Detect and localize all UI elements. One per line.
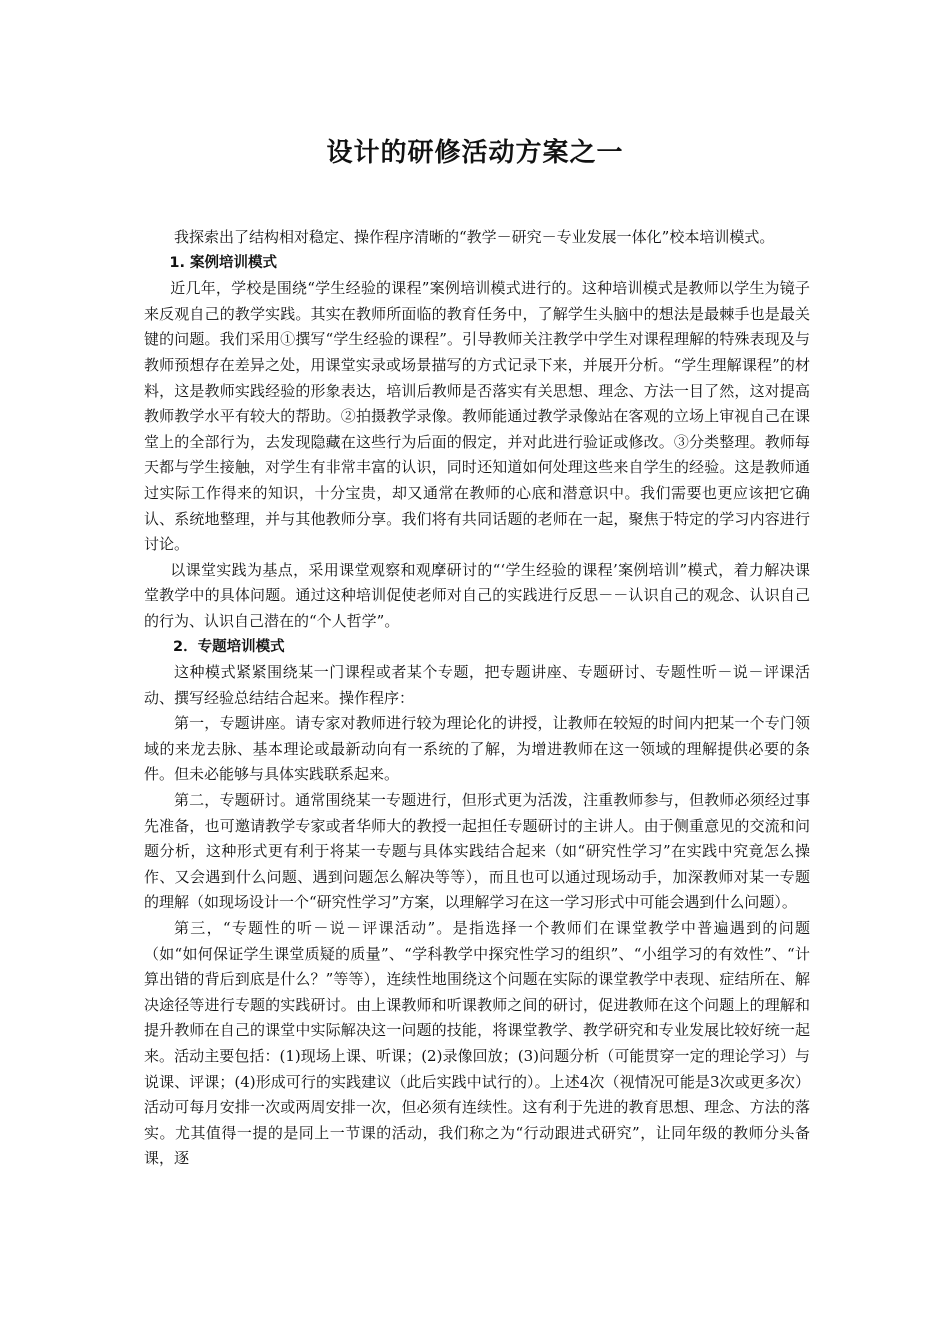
- paragraph-classroom-practice: 以课堂实践为基点，采用课堂观察和观摩研讨的“‘学生经验的课程’案例培训”模式，着力解决课堂教学中的具体问题。通过这种培训促使老师对自己的实践进行反思－－认识自己的观念、认识自己的行为、认识自己潜在的“个人哲学”。: [144, 560, 810, 630]
- paragraph-step-2: 第二，专题研讨。通常围绕某一专题进行，但形式更为活泼，注重教师参与，但教师必须经过事先准备，也可邀请教学专家或者华师大的教授一起担任专题研讨的主讲人。由于侧重意见的交流和问题分析，这种形式更有利于将某一专题与具体实践结合起来（如“研究性学习”在实践中究竟怎么操作、又会遇到什么问题、遇到问题怎么解决等等），而且也可以通过现场动手，加深教师对某一专题的理解（如现场设计一个“研究性学习”方案，以理解学习在这一学习形式中可能会遇到什么问题）。: [144, 791, 810, 912]
- section-heading-2: 2．专题培训模式: [173, 638, 285, 655]
- paragraph-step-1: 第一，专题讲座。请专家对教师进行较为理论化的讲授，让教师在较短的时间内把某一个专门领域的来龙去脉、基本理论或最新动向有一系统的了解，为增进教师在这一领域的理解提供必要的条件。但未必能够与具体实践联系起来。: [144, 714, 810, 784]
- paragraph-case-training: 近几年，学校是围绕“学生经验的课程”案例培训模式进行的。这种培训模式是教师以学生为镜子来反观自己的教学实践。其实在教师所面临的教育任务中，了解学生头脑中的想法是最棘手也是最关键的问题。我们采用①撰写“学生经验的课程”。引导教师关注教学中学生对课程理解的特殊表现及与教师预想存在差异之处，用课堂实录或场景描写的方式记录下来，并展开分析。“学生理解课程”的材料，这是教师实践经验的形象表达，培训后教师是否落实有关思想、理念、方法一目了然，这对提高教师教学水平有较大的帮助。②拍摄教学录像。教师能通过教学录像站在客观的立场上审视自己在课堂上的全部行为，去发现隐藏在这些行为后面的假定，并对此进行验证或修改。③分类整理。教师每天都与学生接触，对学生有非常丰富的认识，同时还知道如何处理这些来自学生的经验。这是教师通过实际工作得来的知识，十分宝贵，却又通常在教师的心底和潜意识中。我们需要也更应该把它确认、系统地整理，并与其他教师分享。我们将有共同话题的老师在一起，聚焦于特定的学习内容进行讨论。: [144, 279, 810, 554]
- intro-paragraph: 我探索出了结构相对稳定、操作程序清晰的“教学－研究－专业发展一体化”校本培训模式。: [174, 228, 775, 246]
- section-heading-1: 1. 案例培训模式: [169, 254, 278, 271]
- document-title: 设计的研修活动方案之一: [326, 138, 624, 168]
- document-body: [144, 225, 810, 1172]
- paragraph-step-3: 第三，“专题性的听－说－评课活动”。是指选择一个教师们在课堂教学中普遍遇到的问题（如“如何保证学生课堂质疑的质量”、“学科教学中探究性学习的组织”、“小组学习的有效性”、“计算出错的背后到底是什么？”等等），连续性地围绕这个问题在实际的课堂教学中表现、症结所在、解决途径等进行专题的实践研讨。由上课教师和听课教师之间的研讨，促进教师在这个问题上的理解和提升教师在自己的课堂中实际解决这一问题的技能，将课堂教学、教学研究和专业发展比较好统一起来。活动主要包括：(1)现场上课、听课；(2)录像回放；(3)问题分析（可能贯穿一定的理论学习）与说课、评课；(4)形成可行的实践建议（此后实践中试行的）。上述4次（视情况可能是3次或更多次）活动可每月安排一次或两周安排一次，但必须有连续性。这有利于先进的教育思想、理念、方法的落实。尤其值得一提的是同上一节课的活动，我们称之为“行动跟进式研究”，让同年级的教师分头备课，逐: [144, 919, 810, 1168]
- paragraph-topic-mode: 这种模式紧紧围绕某一门课程或者某个专题，把专题讲座、专题研讨、专题性听－说－评课活动、撰写经验总结结合起来。操作程序：: [144, 663, 810, 707]
